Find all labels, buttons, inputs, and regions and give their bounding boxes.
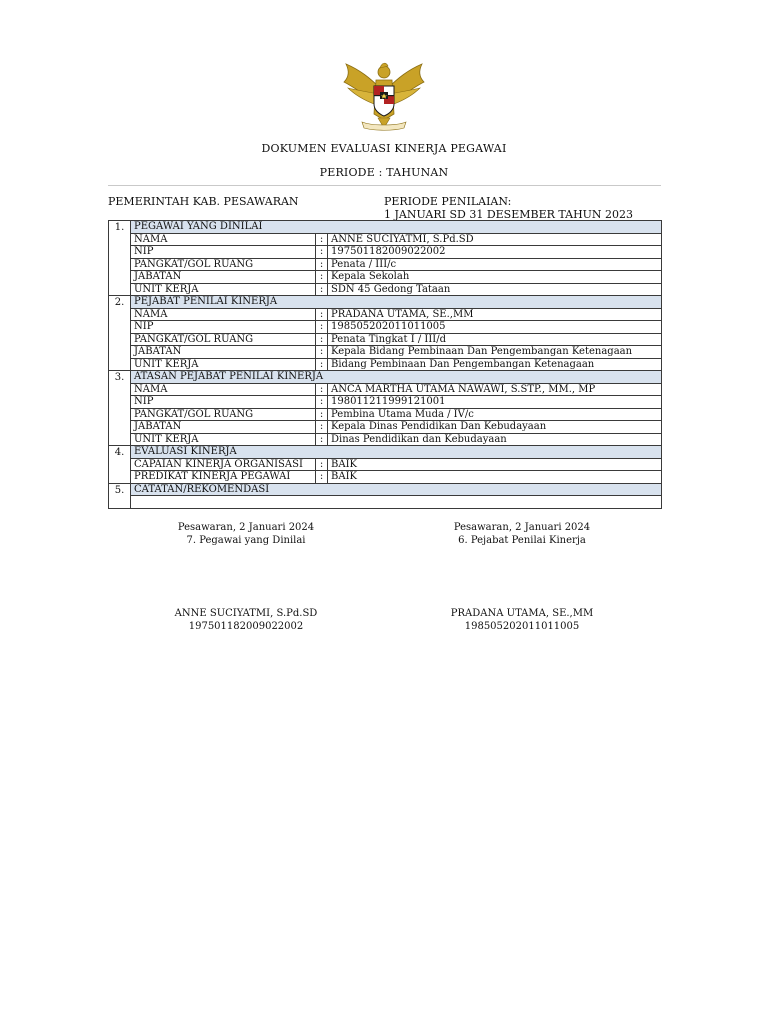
section-number: 5. [109,483,131,509]
table-row [109,258,662,271]
government-name: PEMERINTAH KAB. PESAWARAN [108,195,299,208]
table-row [109,408,662,421]
row-colon: : [316,333,328,346]
notes-cell [131,496,662,509]
section-header-row [109,446,662,459]
row-value: 197501182009022002 [328,246,662,259]
row-colon: : [316,271,328,284]
section-header-row [109,483,662,496]
row-label: NIP [131,246,316,259]
table-row [109,271,662,284]
signature-role: 7. Pegawai yang Dinilai [186,535,306,546]
section-number: 2. [109,296,131,371]
row-colon: : [316,471,328,484]
row-value: Kepala Sekolah [328,271,662,284]
row-label: PREDIKAT KINERJA PEGAWAI [131,471,316,484]
row-colon: : [316,308,328,321]
table-row [109,246,662,259]
row-colon: : [316,433,328,446]
notes-row [109,496,662,509]
row-label: NAMA [131,233,316,246]
signer-nip: 198505202011011005 [464,621,580,632]
section-title: CATATAN/REKOMENDASI [131,483,662,496]
row-label: UNIT KERJA [131,433,316,446]
signer-nip: 197501182009022002 [188,621,304,632]
signature-left-header [126,521,366,547]
row-colon: : [316,346,328,359]
row-value: SDN 45 Gedong Tataan [328,283,662,296]
table-row [109,383,662,396]
section-title: PEJABAT PENILAI KINERJA [131,296,662,309]
garuda-pancasila-emblem [340,58,428,132]
signer-name: PRADANA UTAMA, SE.,MM [450,608,594,619]
row-label: PANGKAT/GOL RUANG [131,258,316,271]
section-title: PEGAWAI YANG DINILAI [131,221,662,234]
row-colon: : [316,233,328,246]
row-label: UNIT KERJA [131,358,316,371]
table-row [109,458,662,471]
table-row [109,346,662,359]
row-value: ANNE SUCIYATMI, S.Pd.SD [328,233,662,246]
assessment-period [384,195,633,221]
table-row [109,433,662,446]
table-row [109,233,662,246]
section-number: 4. [109,446,131,484]
section-number: 3. [109,371,131,446]
table-row [109,421,662,434]
row-label: UNIT KERJA [131,283,316,296]
signature-role: 6. Pejabat Penilai Kinerja [458,535,586,546]
table-row [109,358,662,371]
row-colon: : [316,458,328,471]
row-value: ANCA MARTHA UTAMA NAWAWI, S.STP., MM., MP [328,383,662,396]
section-title: ATASAN PEJABAT PENILAI KINERJA [131,371,662,384]
row-value: Penata Tingkat I / III/d [328,333,662,346]
row-label: JABATAN [131,271,316,284]
assessment-period-value: 1 JANUARI SD 31 DESEMBER TAHUN 2023 [384,208,634,221]
row-value: Penata / III/c [328,258,662,271]
section-header-row [109,296,662,309]
signature-place-date: Pesawaran, 2 Januari 2024 [453,522,591,533]
table-row [109,321,662,334]
section-header-row [109,371,662,384]
row-value: Kepala Dinas Pendidikan Dan Kebudayaan [328,421,662,434]
row-label: JABATAN [131,421,316,434]
row-label: NIP [131,396,316,409]
section-header-row [109,221,662,234]
row-colon: : [316,421,328,434]
row-value: Bidang Pembinaan Dan Pengembangan Ketenagaan [328,358,662,371]
table-row [109,308,662,321]
row-value: BAIK [328,458,662,471]
row-label: CAPAIAN KINERJA ORGANISASI [131,458,316,471]
signature-right-header [402,521,642,547]
evaluation-table [108,220,662,509]
document-period: PERIODE : TAHUNAN [319,166,449,179]
row-label: PANGKAT/GOL RUANG [131,408,316,421]
header-divider [108,185,661,186]
section-number: 1. [109,221,131,296]
signature-left-signer [126,607,366,633]
row-label: NAMA [131,383,316,396]
row-colon: : [316,358,328,371]
table-row [109,471,662,484]
row-value: PRADANA UTAMA, SE.,MM [328,308,662,321]
row-value: 198011211999121001 [328,396,662,409]
row-value: BAIK [328,471,662,484]
signature-right-signer [402,607,642,633]
signer-name: ANNE SUCIYATMI, S.Pd.SD [174,608,318,619]
row-colon: : [316,321,328,334]
row-colon: : [316,408,328,421]
section-title: EVALUASI KINERJA [131,446,662,459]
assessment-period-label: PERIODE PENILAIAN: [384,195,512,208]
table-row [109,396,662,409]
row-colon: : [316,396,328,409]
signature-place-date: Pesawaran, 2 Januari 2024 [177,522,315,533]
row-label: NIP [131,321,316,334]
row-value: Kepala Bidang Pembinaan Dan Pengembangan Ketenagaan [328,346,662,359]
table-row [109,283,662,296]
row-label: NAMA [131,308,316,321]
row-value: 198505202011011005 [328,321,662,334]
row-colon: : [316,283,328,296]
row-value: Dinas Pendidikan dan Kebudayaan [328,433,662,446]
row-label: JABATAN [131,346,316,359]
row-colon: : [316,246,328,259]
document-title: DOKUMEN EVALUASI KINERJA PEGAWAI [261,142,507,155]
table-row [109,333,662,346]
row-value: Pembina Utama Muda / IV/c [328,408,662,421]
row-label: PANGKAT/GOL RUANG [131,333,316,346]
row-colon: : [316,258,328,271]
row-colon: : [316,383,328,396]
